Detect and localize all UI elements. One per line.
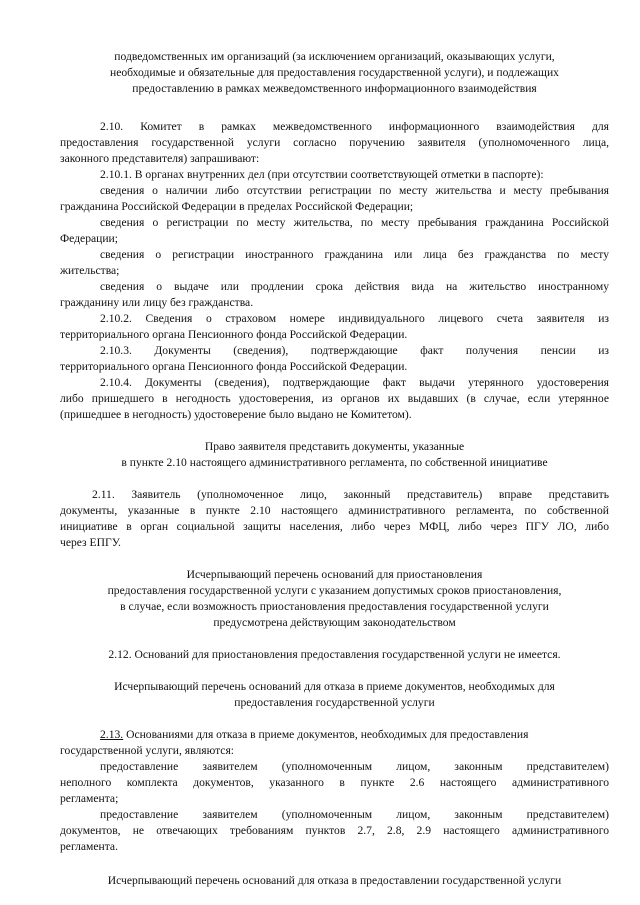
text-line: предоставлению в рамках межведомственного информационного взаимодействия: [132, 82, 537, 95]
text-line: Федерации;: [60, 232, 118, 245]
text-line: 2.11. Заявитель (уполномоченное лицо, законный представитель) вправе представить: [92, 488, 609, 501]
text-line: предоставление заявителем (уполномоченным лицом, законным представителем): [100, 808, 609, 821]
paragraph-2-10-line: 2.10. Комитет в рамках межведомственного информационного взаимодействия для: [100, 120, 609, 133]
section-heading: в случае, если возможность приостановления предоставления государственной услуги: [120, 600, 549, 613]
text-line: 2.12. Оснований для приостановления предоставления государственной услуги не имеется.: [108, 648, 561, 661]
text-line: подведомственных им организаций (за исключением организаций, оказывающих услуги,: [114, 50, 555, 63]
text-line: 2.10.2. Сведения о страховом номере индивидуального лицевого счета заявителя из: [100, 312, 609, 325]
text-run: Основаниями для отказа в приеме документов, необходимых для предоставления: [123, 728, 529, 741]
section-heading: предоставления государственной услуги: [234, 696, 435, 709]
text-line: неполного комплекта документов, указанного в пункте 2.6 настоящего административного: [60, 776, 609, 789]
section-heading: в пункте 2.10 настоящего административного регламента, по собственной инициативе: [121, 456, 548, 469]
text-line: предоставление заявителем (уполномоченным лицом, законным представителем): [100, 760, 609, 773]
text-line: (пришедшее в негодность) удостоверение было выдано не Комитетом).: [60, 408, 412, 421]
section-heading: Исчерпывающий перечень оснований для отказа в приеме документов, необходимых для: [114, 680, 555, 693]
section-heading: Право заявителя представить документы, указанные: [204, 440, 465, 453]
text-line: сведения о регистрации по месту жительства, по месту пребывания гражданина Российской: [100, 216, 609, 229]
section-heading: Исчерпывающий перечень оснований для приостановления: [186, 568, 483, 581]
text-line: 2.10.4. Документы (сведения), подтверждающие факт выдачи утерянного удостоверения: [100, 376, 609, 389]
text-line: жительства;: [60, 264, 120, 277]
paragraph-2-13-line: [100, 727, 609, 743]
text-line: инициативе в орган социальной защиты населения, либо через МФЦ, либо через ПГУ ЛО, либо: [60, 520, 609, 533]
text-line: территориального органа Пенсионного фонда Российской Федерации.: [60, 360, 408, 373]
paragraph-number: 2.13.: [100, 728, 124, 741]
text-line: через ЕПГУ.: [60, 536, 121, 549]
section-heading: предоставления государственной услуги с указанием допустимых сроков приостановления,: [107, 584, 562, 597]
text-line: 2.10.3. Документы (сведения), подтверждающие факт получения пенсии из: [100, 344, 609, 357]
text-line: регламента.: [60, 840, 118, 853]
text-line: сведения о регистрации иностранного гражданина или лица без гражданства по месту: [100, 248, 609, 261]
text-line: регламента;: [60, 792, 119, 805]
text-line: предоставления государственной услуги согласно поручению заявителя (уполномоченного лица,: [60, 136, 609, 149]
section-heading: Исчерпывающий перечень оснований для отказа в предоставлении государственной услуги: [107, 874, 562, 887]
text-line: гражданина Российской Федерации в пределах Российской Федерации;: [60, 200, 414, 213]
text-line: документов, не отвечающих требованиям пунктов 2.7, 2.8, 2.9 настоящего административного: [60, 824, 609, 837]
text-line: территориального органа Пенсионного фонда Российской Федерации.: [60, 328, 408, 341]
text-line: законного представителя) запрашивают:: [60, 152, 260, 165]
text-line: гражданину или лицу без гражданства.: [60, 296, 254, 309]
text-line: документы, указанные в пункте 2.10 настоящего административного регламента, по собственной: [60, 504, 609, 517]
section-heading: предусмотрена действующим законодательством: [213, 616, 456, 629]
text-line: либо пришедшего в негодность удостоверения, из органов их выдавших (в случае, если утерянное: [60, 392, 609, 405]
text-line: сведения о наличии либо отсутствии регистрации по месту жительства и месту пребывания: [100, 184, 609, 197]
text-line: необходимые и обязательные для предоставления государственной услуги), и подлежащих: [110, 66, 559, 79]
text-line: 2.10.1. В органах внутренних дел (при отсутствии соответствующей отметки в паспорте):: [100, 168, 544, 181]
text-line: сведения о выдаче или продлении срока действия вида на жительство иностранному: [100, 280, 609, 293]
text-line: государственной услуги, являются:: [60, 744, 234, 757]
